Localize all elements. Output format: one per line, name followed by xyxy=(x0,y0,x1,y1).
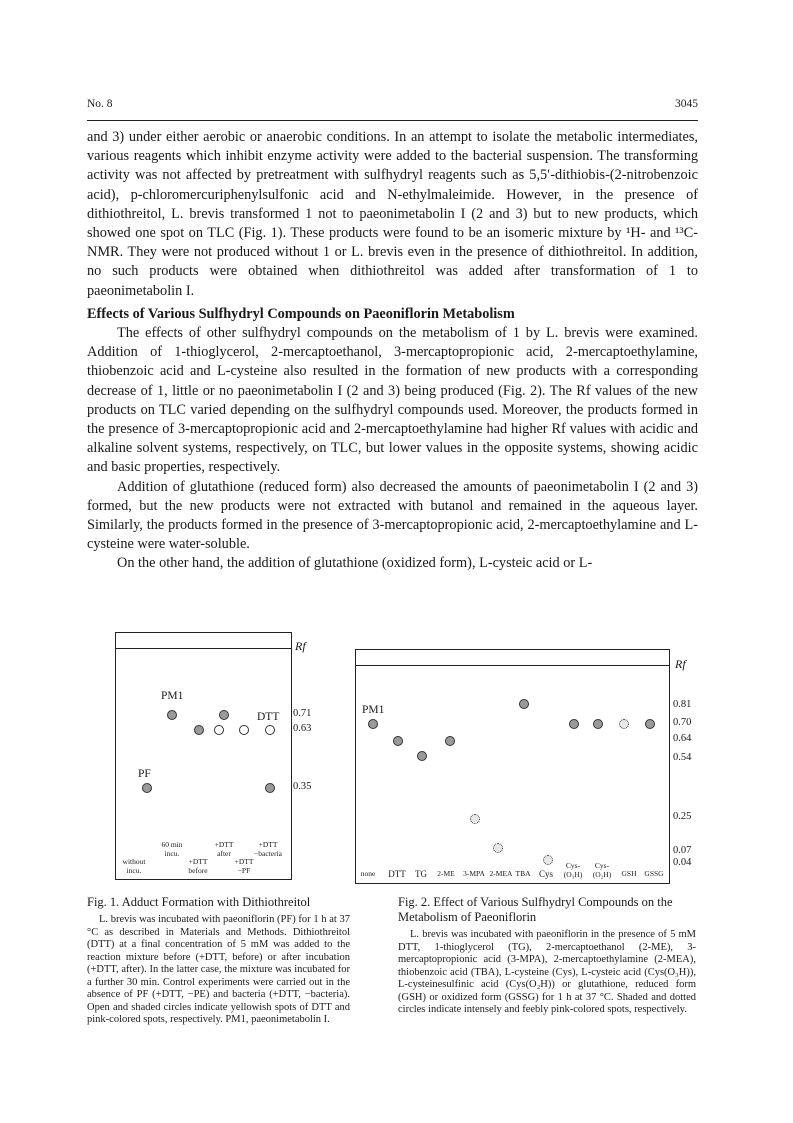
header-rule xyxy=(87,120,698,121)
fig1-spot-lane3-pm1 xyxy=(219,710,229,720)
fig1-lane-label: +DTT −PF xyxy=(234,857,254,875)
fig1-spot-lane4-dtt xyxy=(239,725,249,735)
fig2-lane-label: 2-MEA xyxy=(489,869,513,878)
section-title: Effects of Various Sulfhydryl Compounds on Paeoniflorin Metabolism xyxy=(87,305,515,322)
body-text xyxy=(87,128,698,574)
fig2-rf-value: 0.04 xyxy=(673,857,692,868)
fig2-solvent-front xyxy=(356,665,669,666)
fig2-spot-none xyxy=(368,719,378,729)
paragraph-2: The effects of other sulfhydryl compounds on the metabolism of 1 by L. brevis were examined. Addition of 1-thioglycerol, 2-mercaptoethanol, 3-mercaptopropionic acid, 2-mercaptoethylamine, thiobenzoic acid and L-cysteine also resulted in the formation of new products with a corresponding decrease of 1, little or no paeonimetabolin I (2 and 3) being produced (Fig. 2). The Rf values of the new products on TLC varied depending on the sulfhydryl compounds used. Moreover, the products formed in the presence of 3-mercaptopropionic acid and 2-mercaptoethylamine had higher Rf values with acidic and alkaline solvent systems, respectively, on TLC, but lower values in the opposite systems, showing acidic and basic properties, respectively. xyxy=(87,325,698,476)
fig2-rf-value: 0.70 xyxy=(673,717,692,728)
fig1-lane-label: +DTT −bacteria xyxy=(254,840,282,858)
fig1-lane-label: +DTT before xyxy=(188,857,208,875)
fig2-lane-label: TG xyxy=(415,869,427,879)
fig1-spot-lane3-dtt xyxy=(214,725,224,735)
fig1-spot-lane2-pm1 xyxy=(167,710,177,720)
fig1-label-pf: PF xyxy=(138,768,151,780)
fig2-spot-cys xyxy=(543,855,553,865)
fig1-rf-value: 0.71 xyxy=(293,708,312,719)
fig2-label-pm1: PM1 xyxy=(362,704,385,716)
fig1-lane-label: +DTT after xyxy=(214,840,234,858)
fig2-lane-label: Cys-(O₂H) xyxy=(592,861,612,879)
fig1-rf-label: Rf xyxy=(295,639,306,653)
fig1-caption xyxy=(87,895,350,1027)
fig2-rf-value: 0.25 xyxy=(673,811,692,822)
fig2-lane-label: 3-MPA xyxy=(463,869,485,878)
fig2-caption xyxy=(398,895,696,1017)
fig2-lane-label: DTT xyxy=(388,869,406,879)
fig1-spot-lane1-pf xyxy=(142,783,152,793)
fig2-rf-value: 0.64 xyxy=(673,733,692,744)
fig2-spot-gssg xyxy=(645,719,655,729)
paragraph-1: and 3) under either aerobic or anaerobic conditions. In an attempt to isolate the metabolic intermediates, various reagents which inhibit enzyme activity were added to the bacterial suspension. The transforming activity was not affected by pretreatment with sulfhydryl reagents such as 5,5′-dithiobis-(2-nitrobenzoic acid), p-chloromercuriphenylsulfonic acid and N-ethylmaleimide. However, in the presence of dithiothreitol, L. brevis transformed 1 not to paeonimetabolin I (2 and 3) but to new products, which showed one spot on TLC (Fig. 1). These products were found to be an isomeric mixture by ¹H- and ¹³C-NMR. They were not produced without 1 or L. brevis even in the presence of dithiothreitol. In addition, no such products were obtained when dithiothreitol was added after transformation of 1 to paeonimetabolin I. xyxy=(87,129,698,299)
paragraph-3: Addition of glutathione (reduced form) also decreased the amounts of paeonimetabolin I (2 and 3) formed, but the new products were not extracted with butanol and remained in the aqueous layer. Similarly, the products formed in the presence of 3-mercaptopropionic acid, 2-mercaptoethylamine and L-cysteine were water-soluble. xyxy=(87,478,698,553)
fig1-spot-lane6-pf xyxy=(265,783,275,793)
fig2-lane-label: 2-ME xyxy=(437,869,455,878)
fig2-spot-cyso2h xyxy=(593,719,603,729)
fig2-spot-tg xyxy=(417,751,427,761)
fig1-tlc-plate xyxy=(115,632,292,880)
fig2-spot-3mpa xyxy=(470,814,480,824)
fig2-tlc-plate xyxy=(355,649,670,884)
fig1-rf-value: 0.35 xyxy=(293,781,312,792)
fig2-rf-label: Rf xyxy=(675,657,686,671)
fig1-rf-value: 0.63 xyxy=(293,723,312,734)
fig1-label-pm1: PM1 xyxy=(161,690,184,702)
fig2-rf-value: 0.81 xyxy=(673,699,692,710)
page-number: 3045 xyxy=(675,98,698,110)
fig2-rf-value: 0.54 xyxy=(673,752,692,763)
fig2-spot-2me xyxy=(445,736,455,746)
fig1-lane-label: 60 min incu. xyxy=(161,840,183,858)
fig2-spot-cyso3h xyxy=(569,719,579,729)
fig2-spot-dtt xyxy=(393,736,403,746)
fig2-spot-tba xyxy=(493,843,503,853)
fig2-caption-title: Fig. 2. Effect of Various Sulfhydryl Compounds on the Metabolism of Paeoniflorin xyxy=(398,895,673,924)
fig2-spot-gsh xyxy=(619,719,629,729)
fig2-lane-label: Cys-(O₃H) xyxy=(563,861,583,879)
fig1-caption-body: L. brevis was incubated with paeoniflorin (PF) for 1 h at 37 °C as described in Materials and Methods. Dithiothreitol (DTT) at a final concentration of 5 mM was added to the reaction mixture before (+DTT, before) or after incubation (+DTT, after). In the latter case, the mixture was incubated for a further 30 min. Control experiments were carried out in the absence of PF (+DTT, −PE) and bacteria (+DTT, −bacteria). Open and shaded circles indicate yellowish spots of DTT and pink-colored spots, respectively. PM1, paeonimetabolin I. xyxy=(87,914,350,1025)
fig1-spot-lane3-adduct xyxy=(194,725,204,735)
fig1-lane-label: without incu. xyxy=(122,857,146,875)
fig1-spot-lane5-dtt xyxy=(265,725,275,735)
fig1-label-dtt: DTT xyxy=(257,711,280,723)
paragraph-4: On the other hand, the addition of glutathione (oxidized form), L-cysteic acid or L- xyxy=(117,555,593,572)
page-header-journal-number: No. 8 xyxy=(87,98,113,110)
fig1-caption-title: Fig. 1. Adduct Formation with Dithiothreitol xyxy=(87,895,311,909)
fig2-lane-label: GSH xyxy=(621,869,637,878)
fig2-lane-label: Cys xyxy=(538,869,553,879)
fig1-solvent-front xyxy=(116,648,291,649)
fig2-spot-2mea xyxy=(519,699,529,709)
fig2-lane-label: GSSG xyxy=(644,869,664,878)
fig2-lane-label: TBA xyxy=(515,869,531,878)
fig2-caption-body: L. brevis was incubated with paeoniflorin in the presence of 5 mM DTT, 1-thioglycerol (TG), 2-mercaptoethanol (2-ME), 3-mercaptopropionic acid (3-MPA), 2-mercaptoethylamine (2-MEA), thiobenzoic acid (TBA), L-cysteine (Cys), L-cysteic acid (Cys(O₃H)), L-cysteinesulfinic acid (Cys(O₂H)) or glutathione, reduced form (GSH) or oxidized form (GSSG) for 1 h at 37 °C. Shaded and dotted circles indicate intensely and feebly pink-colored spots, respectively. xyxy=(398,929,696,1015)
fig2-rf-value: 0.07 xyxy=(673,845,692,856)
fig2-lane-label: none xyxy=(360,869,376,878)
